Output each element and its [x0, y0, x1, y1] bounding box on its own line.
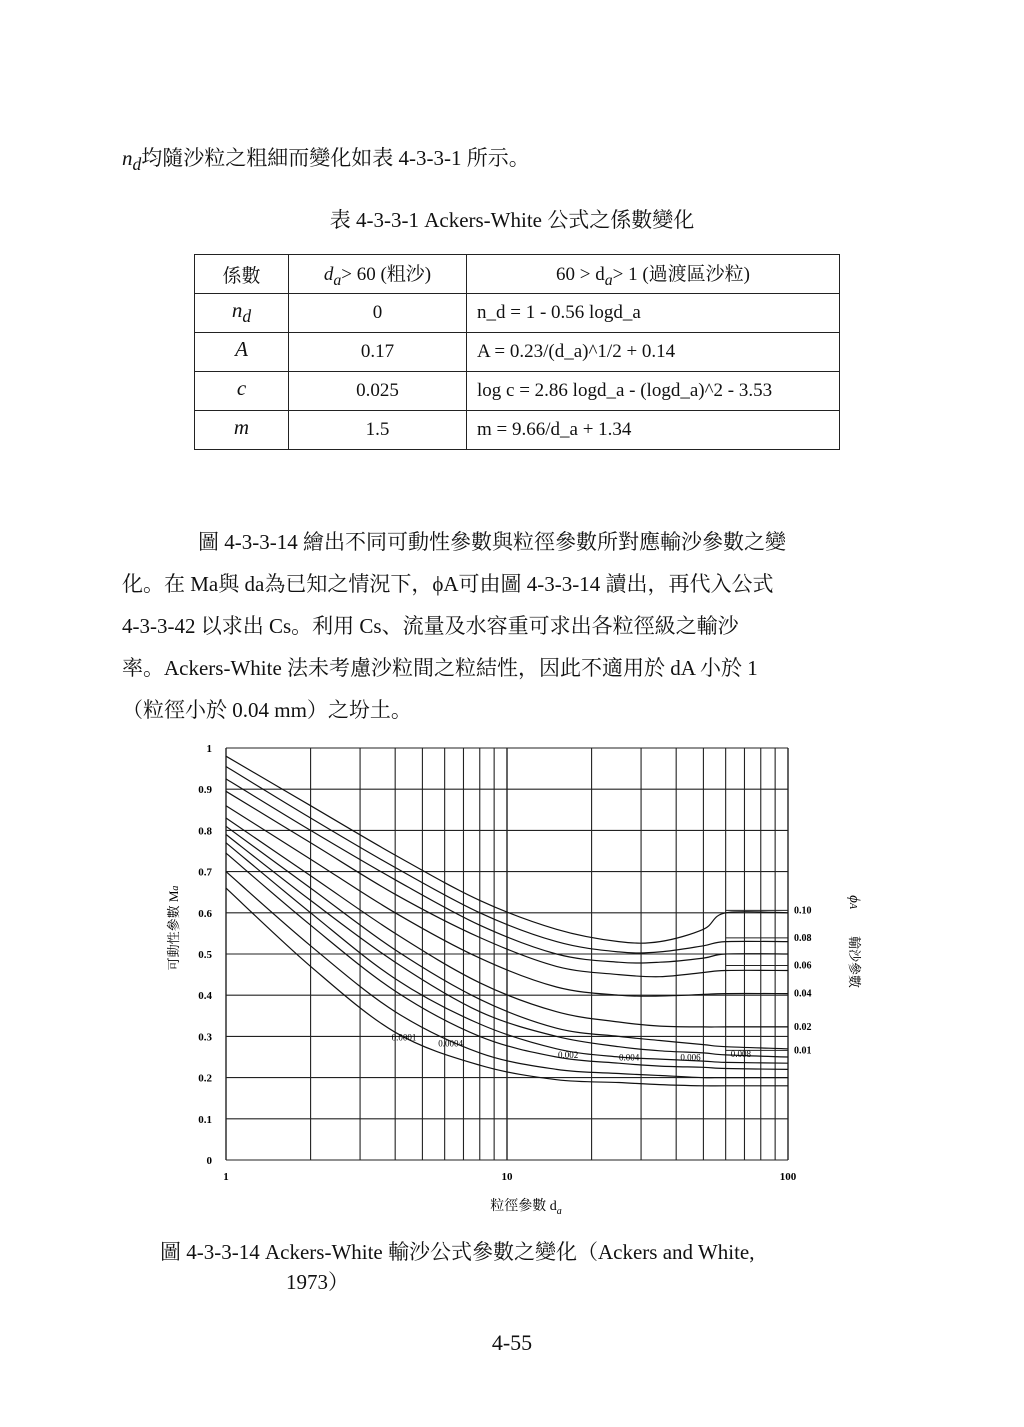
table-title: 表 4-3-3-1 Ackers-White 公式之係數變化	[329, 208, 695, 232]
right-axis-symbol-sub: A	[847, 902, 858, 909]
header-coarse-symbol: d	[323, 263, 334, 285]
grid-lines	[226, 748, 788, 1160]
right-tick-label: 0.01	[794, 1045, 812, 1057]
header-coarse	[289, 255, 467, 294]
coef-cell	[195, 333, 289, 372]
right-axis-symbol	[846, 895, 862, 910]
right-tick-label: 0.10	[794, 905, 812, 917]
header-coarse-rest: > 60 (粗沙)	[341, 263, 432, 285]
header-coarse-sub: a	[333, 271, 342, 289]
table-row	[195, 333, 840, 372]
inline-curve-label: 0.0004	[438, 1038, 463, 1049]
y-tick-label: 1	[206, 743, 212, 755]
y-tick-label: 0.3	[198, 1031, 212, 1044]
inline-curve-label: 0.006	[680, 1052, 701, 1063]
coefficient-table	[194, 254, 840, 450]
coarse-value: 1.5	[289, 411, 467, 450]
right-tick-label: 0.06	[794, 960, 812, 972]
tick-labels	[198, 743, 797, 1183]
coef-cell	[195, 294, 289, 333]
coarse-value: 0.17	[289, 333, 467, 372]
x-axis-title-sub: a	[556, 1206, 562, 1217]
figure-caption-line-1: 圖 4-3-3-14 Ackers-White 輸沙公式參數之變化（Ackers and White,	[160, 1240, 755, 1264]
intro-text: 均隨沙粒之粗細而變化如表 4-3-3-1 所示。	[141, 146, 530, 170]
transition-formula: n_d = 1 - 0.56 logd_a	[467, 294, 840, 333]
figure-caption-line-2: 1973）	[286, 1270, 349, 1294]
y-tick-label: 0.7	[198, 866, 212, 879]
coef-symbol: A	[235, 337, 248, 362]
coarse-value: 0	[289, 294, 467, 333]
right-axis-title: 輸沙參數	[847, 935, 862, 989]
transition-formula: m = 9.66/d_a + 1.34	[467, 411, 840, 450]
paragraph-line-5: （粒徑小於 0.04 mm）之坋土。	[122, 698, 412, 722]
x-tick-label: 10	[501, 1171, 513, 1183]
coef-sub: d	[242, 306, 252, 327]
inline-curve-label: 0.004	[618, 1052, 640, 1063]
right-tick-label: 0.02	[794, 1021, 812, 1033]
inline-curve-label: 0.008	[730, 1049, 752, 1059]
inline-curve-label: 0.0001	[391, 1032, 417, 1043]
header-transition-rest: > 1 (過渡區沙粒)	[612, 263, 750, 285]
x-axis-title-text: 粒徑參數 d	[490, 1199, 557, 1214]
y-tick-label: 0.1	[198, 1113, 212, 1126]
inline-curve-label: 0.002	[557, 1049, 579, 1060]
y-tick-label: 0.8	[198, 825, 212, 838]
y-tick-label: 0.4	[198, 990, 212, 1003]
coarse-value: 0.025	[289, 372, 467, 411]
x-axis-title	[490, 1197, 562, 1217]
x-tick-label: 1	[223, 1171, 229, 1183]
coef-symbol: n	[231, 298, 243, 323]
right-tick-label: 0.04	[794, 988, 812, 1000]
table-row	[195, 411, 840, 450]
coef-symbol: c	[236, 376, 247, 401]
y-tick-label: 0.2	[198, 1072, 212, 1085]
coef-symbol: m	[233, 415, 250, 440]
right-axis-labels	[794, 905, 812, 1056]
header-transition-sub: a	[604, 271, 613, 289]
intro-symbol-sub: d	[132, 154, 142, 175]
table-header-row	[195, 255, 840, 294]
y-axis-title-sub: a	[170, 885, 181, 891]
inline-curve-labels	[392, 1033, 752, 1063]
paragraph-line-3: 4-3-3-42 以求出 Cs。利用 Cs、流量及水容重可求出各粒徑級之輸沙	[122, 614, 739, 638]
intro-symbol: n	[122, 146, 133, 170]
coef-cell	[195, 372, 289, 411]
y-tick-label: 0.9	[198, 784, 212, 797]
transition-formula: log c = 2.86 logd_a - (logd_a)^2 - 3.53	[467, 372, 840, 411]
x-tick-label: 100	[779, 1171, 797, 1183]
intro-line	[122, 142, 530, 175]
right-tick-label: 0.08	[794, 932, 812, 944]
paragraph-line-4: 率。Ackers-White 法未考慮沙粒間之粒結性，因此不適用於 dA 小於 1	[122, 656, 758, 680]
header-transition-pre: 60 > d	[555, 263, 605, 285]
table-row	[195, 372, 840, 411]
right-axis-symbol-text: ϕ	[846, 895, 862, 903]
y-axis-title	[166, 886, 181, 971]
table-row	[195, 294, 840, 333]
header-transition	[467, 255, 840, 294]
paragraph-line-2: 化。在 Ma與 da為已知之情況下，ϕA可由圖 4-3-3-14 讀出，再代入公式	[122, 572, 774, 596]
paragraph-line-1: 圖 4-3-3-14 繪出不同可動性參數與粒徑參數所對應輸沙參數之變	[198, 530, 786, 554]
y-tick-label: 0.5	[198, 949, 212, 961]
page-number: 4-55	[491, 1330, 533, 1355]
header-coefficient: 係數	[195, 255, 289, 294]
y-axis-title-text: 可動性參數 M	[166, 890, 181, 971]
ackers-white-chart	[150, 730, 870, 1220]
y-tick-label: 0	[206, 1155, 212, 1167]
y-tick-label: 0.6	[198, 907, 212, 920]
coef-cell	[195, 411, 289, 450]
transition-formula: A = 0.23/(d_a)^1/2 + 0.14	[467, 333, 840, 372]
